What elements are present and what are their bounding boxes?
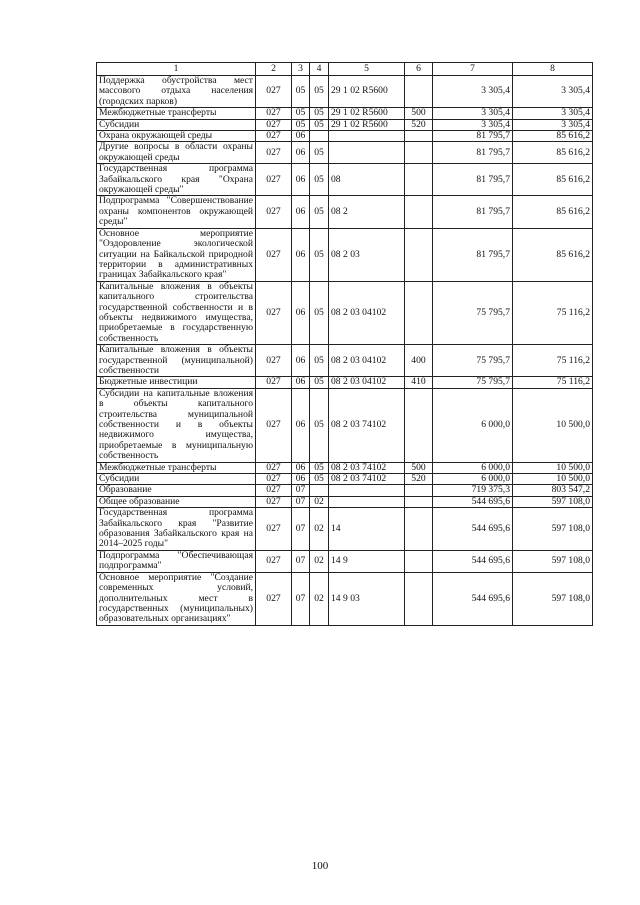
row-csr-cell xyxy=(329,131,405,142)
row-gr-cell: 027 xyxy=(256,377,292,388)
row-gr-cell: 027 xyxy=(256,119,292,130)
row-amount1-cell: 75 795,7 xyxy=(433,377,513,388)
row-pr-cell: 05 xyxy=(310,196,329,228)
row-amount2-cell: 597 108,0 xyxy=(513,508,593,551)
row-csr-cell: 08 2 03 74102 xyxy=(329,388,405,462)
table-row xyxy=(97,474,593,485)
row-vr-cell: 520 xyxy=(405,119,433,130)
row-rz-cell: 06 xyxy=(292,474,310,485)
row-amount2-cell: 75 116,2 xyxy=(513,281,593,344)
row-pr-cell: 05 xyxy=(310,164,329,196)
row-amount2-cell: 597 108,0 xyxy=(513,572,593,625)
row-rz-cell: 06 xyxy=(292,462,310,473)
table-row xyxy=(97,377,593,388)
row-csr-cell: 08 2 03 04102 xyxy=(329,281,405,344)
row-amount2-cell: 3 305,4 xyxy=(513,76,593,108)
row-amount1-cell: 544 695,6 xyxy=(433,550,513,572)
row-name-cell: Подпрограмма "Обеспечивающая подпрограмма" xyxy=(97,550,256,572)
row-amount1-cell: 75 795,7 xyxy=(433,281,513,344)
row-name-cell: Государственная программа Забайкальского края "Охрана окружающей среды" xyxy=(97,164,256,196)
row-csr-cell: 29 1 02 R5600 xyxy=(329,76,405,108)
row-amount1-cell: 81 795,7 xyxy=(433,131,513,142)
row-amount1-cell: 3 305,4 xyxy=(433,108,513,119)
row-rz-cell: 07 xyxy=(292,485,310,496)
row-pr-cell: 05 xyxy=(310,345,329,377)
row-amount1-cell: 6 000,0 xyxy=(433,474,513,485)
row-rz-cell: 06 xyxy=(292,196,310,228)
row-csr-cell xyxy=(329,142,405,164)
row-amount1-cell: 719 375,3 xyxy=(433,485,513,496)
row-vr-cell xyxy=(405,142,433,164)
row-rz-cell: 06 xyxy=(292,142,310,164)
row-vr-cell xyxy=(405,485,433,496)
row-name-cell: Межбюджетные трансферты xyxy=(97,108,256,119)
row-amount2-cell: 85 616,2 xyxy=(513,142,593,164)
header-cell: 3 xyxy=(292,63,310,76)
row-amount2-cell: 75 116,2 xyxy=(513,345,593,377)
row-vr-cell: 400 xyxy=(405,345,433,377)
row-pr-cell: 05 xyxy=(310,228,329,281)
row-pr-cell xyxy=(310,131,329,142)
row-csr-cell: 08 xyxy=(329,164,405,196)
row-rz-cell: 06 xyxy=(292,164,310,196)
table-row xyxy=(97,462,593,473)
row-rz-cell: 07 xyxy=(292,508,310,551)
row-rz-cell: 07 xyxy=(292,550,310,572)
table-row xyxy=(97,108,593,119)
row-amount1-cell: 544 695,6 xyxy=(433,572,513,625)
row-amount2-cell: 75 116,2 xyxy=(513,377,593,388)
table-row xyxy=(97,76,593,108)
row-gr-cell: 027 xyxy=(256,345,292,377)
row-gr-cell: 027 xyxy=(256,142,292,164)
row-name-cell: Другие вопросы в области охраны окружающей среды xyxy=(97,142,256,164)
row-pr-cell: 05 xyxy=(310,474,329,485)
row-pr-cell: 02 xyxy=(310,496,329,507)
table-row xyxy=(97,485,593,496)
header-cell: 8 xyxy=(513,63,593,76)
row-rz-cell: 07 xyxy=(292,496,310,507)
row-name-cell: Государственная программа Забайкальского края "Развитие образования Забайкальского края на 2014–2025 годы" xyxy=(97,508,256,551)
row-csr-cell: 14 9 03 xyxy=(329,572,405,625)
row-amount2-cell: 3 305,4 xyxy=(513,108,593,119)
row-amount1-cell: 3 305,4 xyxy=(433,76,513,108)
row-name-cell: Бюджетные инвестиции xyxy=(97,377,256,388)
header-cell: 4 xyxy=(310,63,329,76)
header-cell: 7 xyxy=(433,63,513,76)
header-cell: 6 xyxy=(405,63,433,76)
table-row xyxy=(97,228,593,281)
row-name-cell: Капитальные вложения в объекты государственной (муниципальной) собственности xyxy=(97,345,256,377)
row-rz-cell: 06 xyxy=(292,377,310,388)
row-amount2-cell: 85 616,2 xyxy=(513,196,593,228)
row-pr-cell: 05 xyxy=(310,142,329,164)
table-row xyxy=(97,119,593,130)
row-amount2-cell: 85 616,2 xyxy=(513,164,593,196)
row-amount1-cell: 81 795,7 xyxy=(433,196,513,228)
table-row xyxy=(97,164,593,196)
row-name-cell: Подпрограмма "Совершенствование охраны компонентов окружающей среды" xyxy=(97,196,256,228)
table-row xyxy=(97,550,593,572)
row-csr-cell xyxy=(329,496,405,507)
row-name-cell: Основное мероприятие "Оздоровление экологической ситуации на Байкальской природной территории в административных границах Забайкальского края" xyxy=(97,228,256,281)
row-csr-cell: 08 2 03 04102 xyxy=(329,345,405,377)
row-csr-cell: 29 1 02 R5600 xyxy=(329,108,405,119)
table-row xyxy=(97,196,593,228)
row-amount2-cell: 597 108,0 xyxy=(513,496,593,507)
row-pr-cell: 02 xyxy=(310,508,329,551)
row-rz-cell: 05 xyxy=(292,108,310,119)
row-name-cell: Субсидии xyxy=(97,119,256,130)
header-cell: 1 xyxy=(97,63,256,76)
row-vr-cell xyxy=(405,496,433,507)
row-rz-cell: 05 xyxy=(292,119,310,130)
row-csr-cell: 14 9 xyxy=(329,550,405,572)
row-csr-cell: 08 2 03 74102 xyxy=(329,462,405,473)
row-rz-cell: 06 xyxy=(292,228,310,281)
row-gr-cell: 027 xyxy=(256,462,292,473)
row-csr-cell: 29 1 02 R5600 xyxy=(329,119,405,130)
row-amount2-cell: 803 547,2 xyxy=(513,485,593,496)
row-pr-cell: 05 xyxy=(310,388,329,462)
row-csr-cell: 08 2 xyxy=(329,196,405,228)
row-vr-cell: 500 xyxy=(405,108,433,119)
row-gr-cell: 027 xyxy=(256,228,292,281)
row-csr-cell: 08 2 03 74102 xyxy=(329,474,405,485)
row-amount1-cell: 81 795,7 xyxy=(433,164,513,196)
row-pr-cell: 05 xyxy=(310,377,329,388)
table-row xyxy=(97,572,593,625)
row-vr-cell xyxy=(405,196,433,228)
row-gr-cell: 027 xyxy=(256,164,292,196)
row-gr-cell: 027 xyxy=(256,474,292,485)
row-pr-cell xyxy=(310,485,329,496)
table-row xyxy=(97,345,593,377)
row-amount2-cell: 10 500,0 xyxy=(513,388,593,462)
row-rz-cell: 06 xyxy=(292,131,310,142)
row-gr-cell: 027 xyxy=(256,388,292,462)
row-name-cell: Охрана окружающей среды xyxy=(97,131,256,142)
row-rz-cell: 06 xyxy=(292,345,310,377)
row-vr-cell xyxy=(405,550,433,572)
row-pr-cell: 05 xyxy=(310,108,329,119)
row-gr-cell: 027 xyxy=(256,108,292,119)
row-gr-cell: 027 xyxy=(256,572,292,625)
row-pr-cell: 05 xyxy=(310,76,329,108)
table-body xyxy=(97,76,593,626)
row-pr-cell: 02 xyxy=(310,550,329,572)
row-gr-cell: 027 xyxy=(256,496,292,507)
row-vr-cell xyxy=(405,281,433,344)
row-rz-cell: 05 xyxy=(292,76,310,108)
row-amount2-cell: 10 500,0 xyxy=(513,474,593,485)
row-amount2-cell: 85 616,2 xyxy=(513,131,593,142)
table-row xyxy=(97,131,593,142)
row-name-cell: Поддержка обустройства мест массового отдыха населения (городских парков) xyxy=(97,76,256,108)
row-rz-cell: 06 xyxy=(292,388,310,462)
table-row xyxy=(97,142,593,164)
row-gr-cell: 027 xyxy=(256,508,292,551)
header-cell: 5 xyxy=(329,63,405,76)
row-rz-cell: 07 xyxy=(292,572,310,625)
budget-table xyxy=(96,62,593,626)
row-name-cell: Субсидии на капитальные вложения в объекты капитального строительства муниципальной собственности и в объекты недвижимого имущества, приобретаемые в муниципальную собственность xyxy=(97,388,256,462)
table-header-row xyxy=(97,63,593,76)
row-name-cell: Образование xyxy=(97,485,256,496)
row-name-cell: Капитальные вложения в объекты капитального строительства государственной собственности и в объекты недвижимого имущества, приобретаемые в государственную собственность xyxy=(97,281,256,344)
table-row xyxy=(97,281,593,344)
row-vr-cell xyxy=(405,388,433,462)
row-vr-cell xyxy=(405,131,433,142)
row-vr-cell xyxy=(405,76,433,108)
row-csr-cell: 14 xyxy=(329,508,405,551)
row-amount1-cell: 81 795,7 xyxy=(433,142,513,164)
row-vr-cell xyxy=(405,508,433,551)
row-pr-cell: 05 xyxy=(310,119,329,130)
table-row xyxy=(97,496,593,507)
row-amount2-cell: 85 616,2 xyxy=(513,228,593,281)
row-rz-cell: 06 xyxy=(292,281,310,344)
row-amount1-cell: 544 695,6 xyxy=(433,496,513,507)
row-csr-cell xyxy=(329,485,405,496)
row-amount1-cell: 6 000,0 xyxy=(433,462,513,473)
table-row xyxy=(97,508,593,551)
row-gr-cell: 027 xyxy=(256,131,292,142)
row-name-cell: Основное мероприятие "Создание современных условий, дополнительных мест в государственных (муниципальных) образовательных организациях" xyxy=(97,572,256,625)
row-amount1-cell: 3 305,4 xyxy=(433,119,513,130)
row-gr-cell: 027 xyxy=(256,196,292,228)
row-amount1-cell: 81 795,7 xyxy=(433,228,513,281)
page-number: 100 xyxy=(311,860,329,872)
row-amount2-cell: 10 500,0 xyxy=(513,462,593,473)
row-name-cell: Общее образование xyxy=(97,496,256,507)
row-vr-cell: 500 xyxy=(405,462,433,473)
header-cell: 2 xyxy=(256,63,292,76)
row-csr-cell: 08 2 03 xyxy=(329,228,405,281)
row-gr-cell: 027 xyxy=(256,76,292,108)
row-vr-cell: 520 xyxy=(405,474,433,485)
row-pr-cell: 05 xyxy=(310,462,329,473)
row-amount2-cell: 3 305,4 xyxy=(513,119,593,130)
row-pr-cell: 05 xyxy=(310,281,329,344)
row-gr-cell: 027 xyxy=(256,550,292,572)
row-name-cell: Межбюджетные трансферты xyxy=(97,462,256,473)
row-csr-cell: 08 2 03 04102 xyxy=(329,377,405,388)
row-vr-cell xyxy=(405,164,433,196)
row-gr-cell: 027 xyxy=(256,281,292,344)
row-pr-cell: 02 xyxy=(310,572,329,625)
row-vr-cell: 410 xyxy=(405,377,433,388)
row-amount1-cell: 75 795,7 xyxy=(433,345,513,377)
table-row xyxy=(97,388,593,462)
row-amount1-cell: 544 695,6 xyxy=(433,508,513,551)
row-gr-cell: 027 xyxy=(256,485,292,496)
row-amount1-cell: 6 000,0 xyxy=(433,388,513,462)
row-vr-cell xyxy=(405,228,433,281)
row-name-cell: Субсидии xyxy=(97,474,256,485)
row-vr-cell xyxy=(405,572,433,625)
row-amount2-cell: 597 108,0 xyxy=(513,550,593,572)
